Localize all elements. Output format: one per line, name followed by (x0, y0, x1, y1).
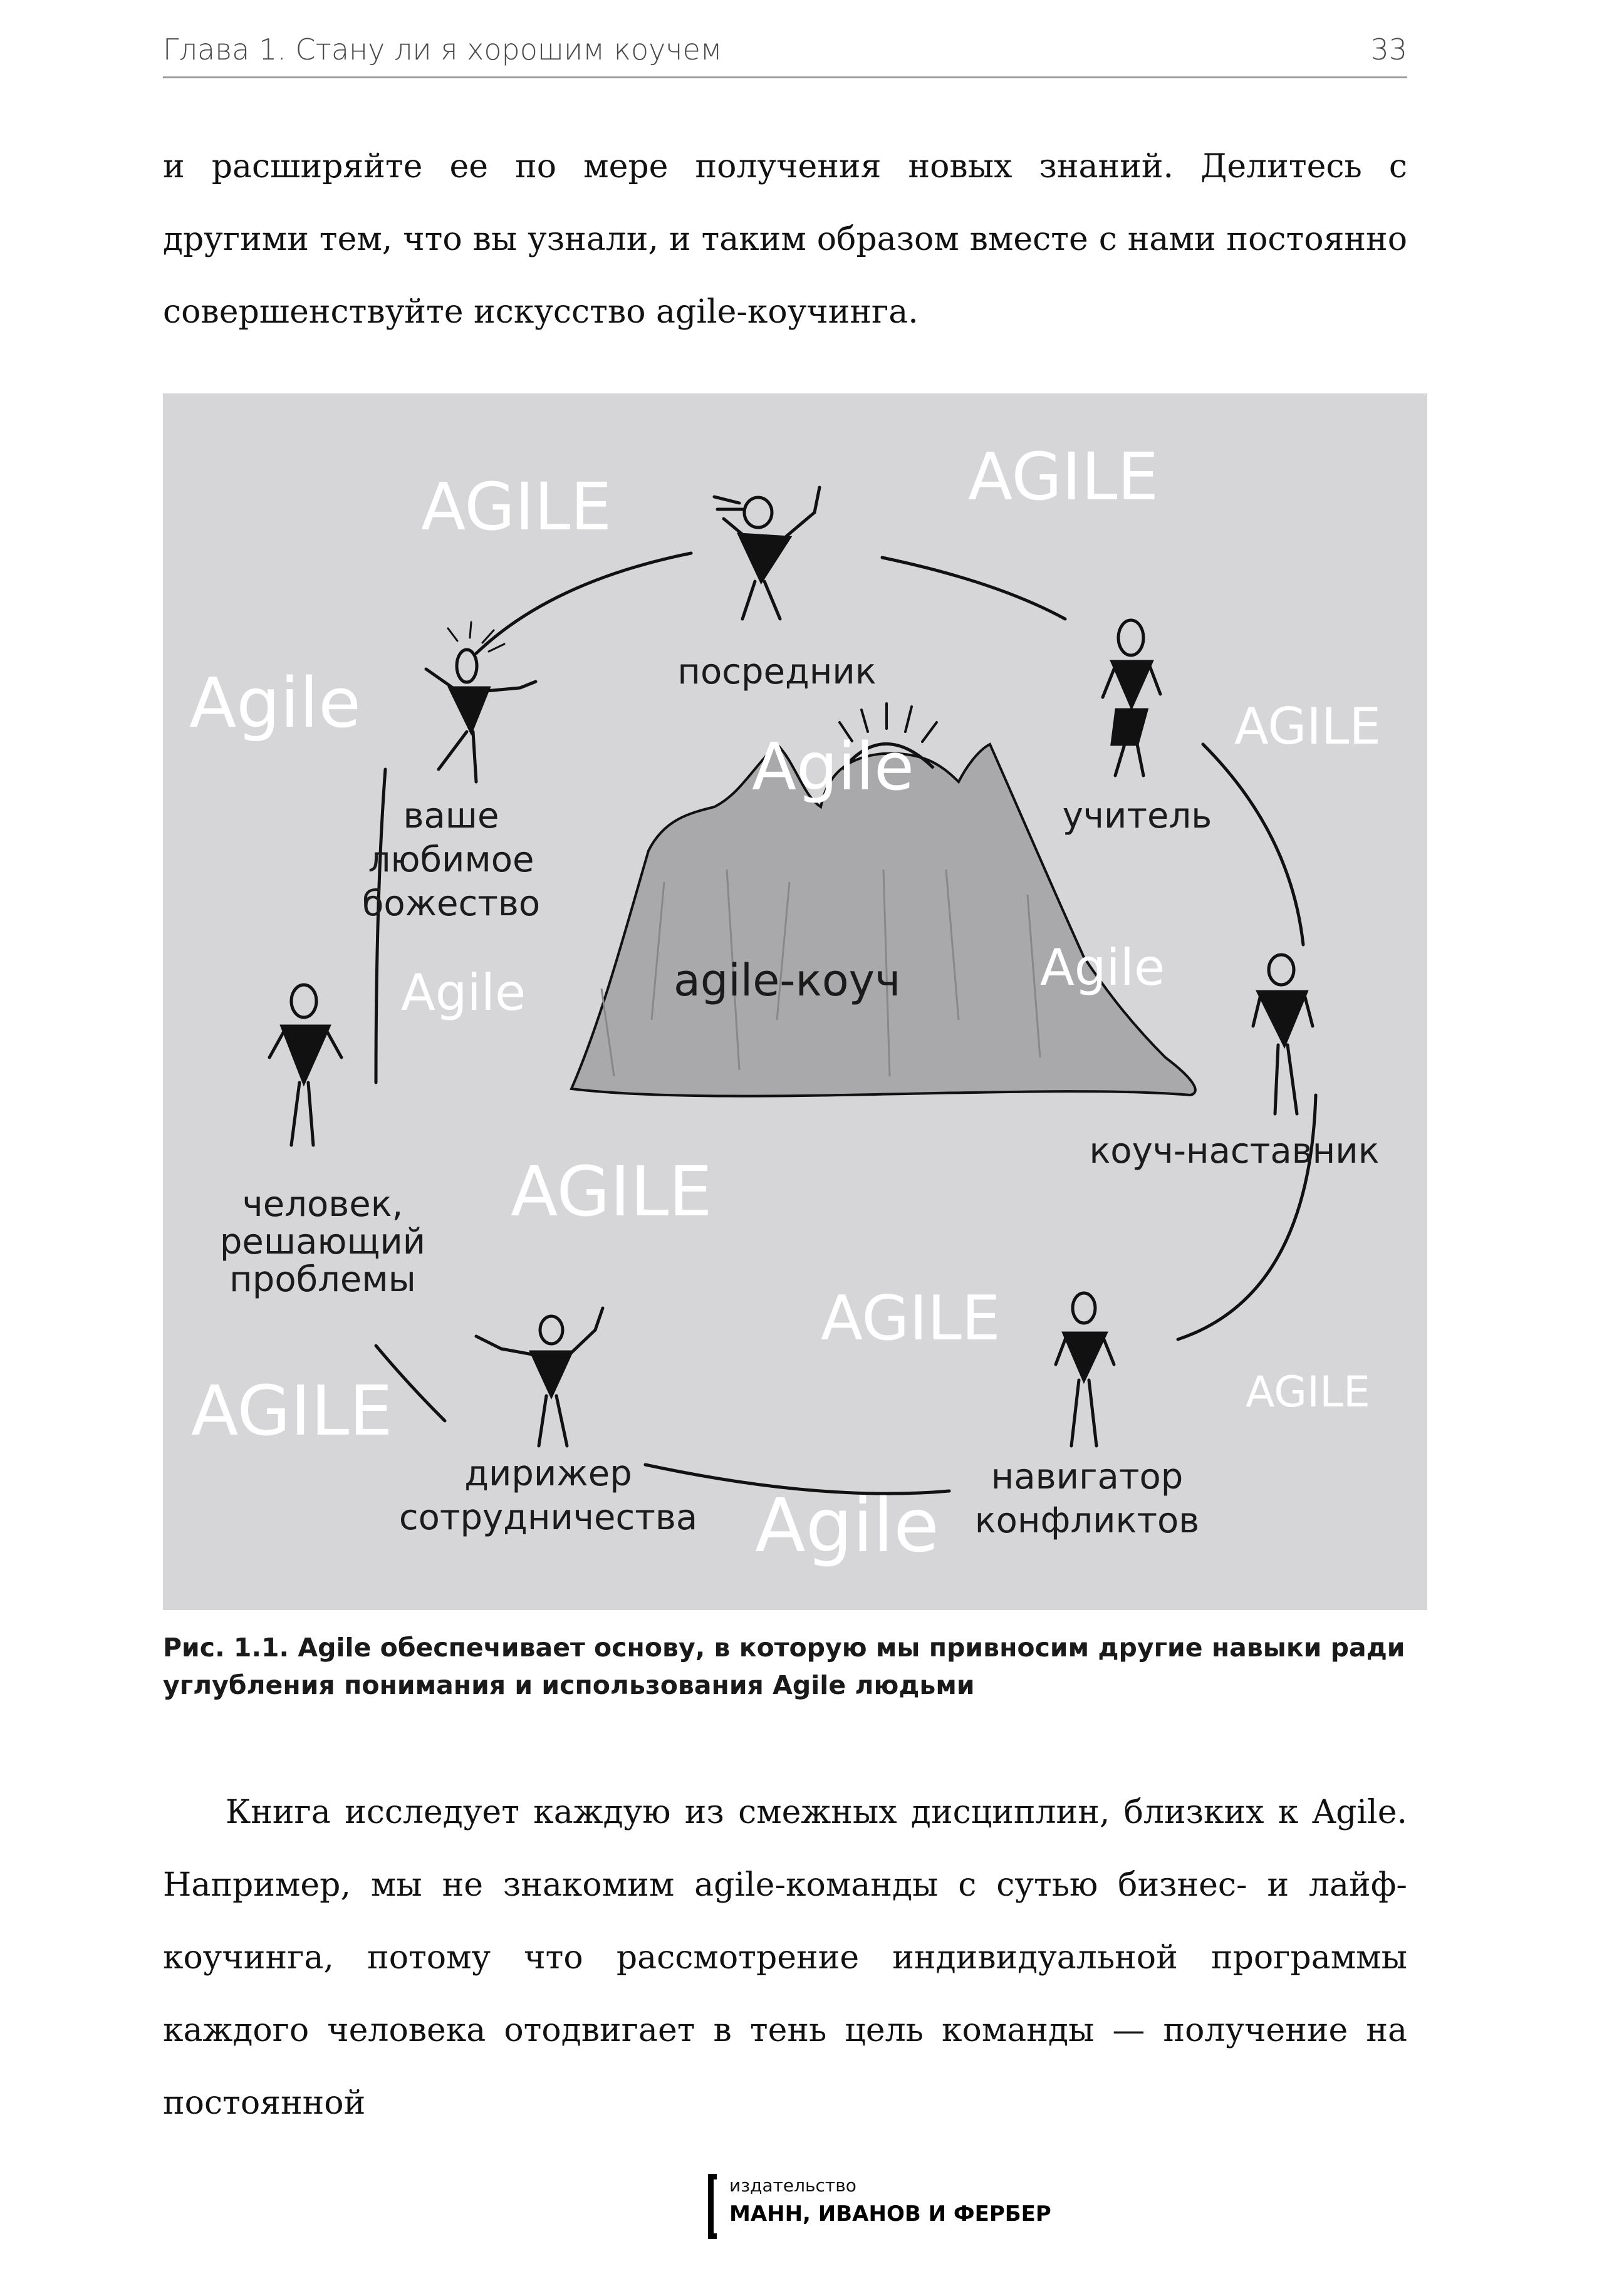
role-label-teacher: учитель (1062, 796, 1212, 836)
agile-word: Agile (755, 1482, 939, 1569)
agile-word: AGILE (191, 1371, 393, 1451)
running-header (163, 33, 1407, 78)
figure-agile-coach (163, 393, 1427, 1610)
chapter-title: Глава 1. Стану ли я хорошим коучем (163, 33, 722, 66)
agile-word: AGILE (1246, 1368, 1370, 1417)
agile-word: AGILE (1234, 697, 1382, 756)
agile-word: AGILE (511, 1151, 712, 1232)
problem-solver-figure (269, 985, 341, 1145)
paragraph-top: и расширяйте ее по мере получения новых знаний. Делитесь с другими тем, что вы узнали, и таким образом вместе с нами постоянно совершенствуйте искусство agile-коучинга. (163, 148, 1407, 331)
mentor-figure (1253, 955, 1313, 1114)
role-label-deity: ваше любимое божество (362, 796, 541, 924)
role-label-mediator: посредник (677, 652, 877, 692)
agile-word: AGILE (968, 439, 1159, 515)
center-label: agile-коуч (674, 955, 901, 1006)
publisher-small: издательство (729, 2175, 856, 2196)
figure-caption: Рис. 1.1. Agile обеспечивает основу, в которую мы привносим другие навыки ради углубления понимания и использования Agile людьми (163, 1633, 1405, 1700)
role-label-mentor: коуч-наставник (1089, 1131, 1380, 1171)
publisher-logo (708, 2174, 1051, 2243)
role-label-problem-solver: человек, решающий проблемы (219, 1184, 426, 1300)
role-label-conductor: дирижер сотрудничества (398, 1453, 698, 1538)
deity-figure (426, 622, 536, 782)
publisher-name: МАНН, ИВАНОВ И ФЕРБЕР (729, 2201, 1051, 2226)
agile-word: Agile (189, 663, 361, 743)
agile-word: AGILE (421, 469, 612, 545)
navigator-figure (1056, 1293, 1114, 1446)
paragraph-bottom: Книга исследует каждую из смежных дисциплин, близких к Agile. Например, мы не знакомим agile-команды с сутью бизнес- и лайф-коучинга, потому что рассмотрение индивидуальной программы каждого человека отодвигает в тень цель команды — получение на постоянной (163, 1794, 1407, 2122)
agile-word: Agile (401, 964, 526, 1022)
bracket-icon (708, 2174, 717, 2239)
teacher-figure (1103, 620, 1160, 776)
page-number: 33 (1370, 33, 1407, 66)
conductor-figure (476, 1308, 603, 1446)
agile-word: Agile (1040, 938, 1165, 997)
agile-word: Agile (752, 729, 914, 805)
agile-word: AGILE (821, 1283, 1001, 1354)
mediator-figure (714, 487, 820, 619)
role-label-navigator: навигатор конфликтов (974, 1457, 1200, 1541)
